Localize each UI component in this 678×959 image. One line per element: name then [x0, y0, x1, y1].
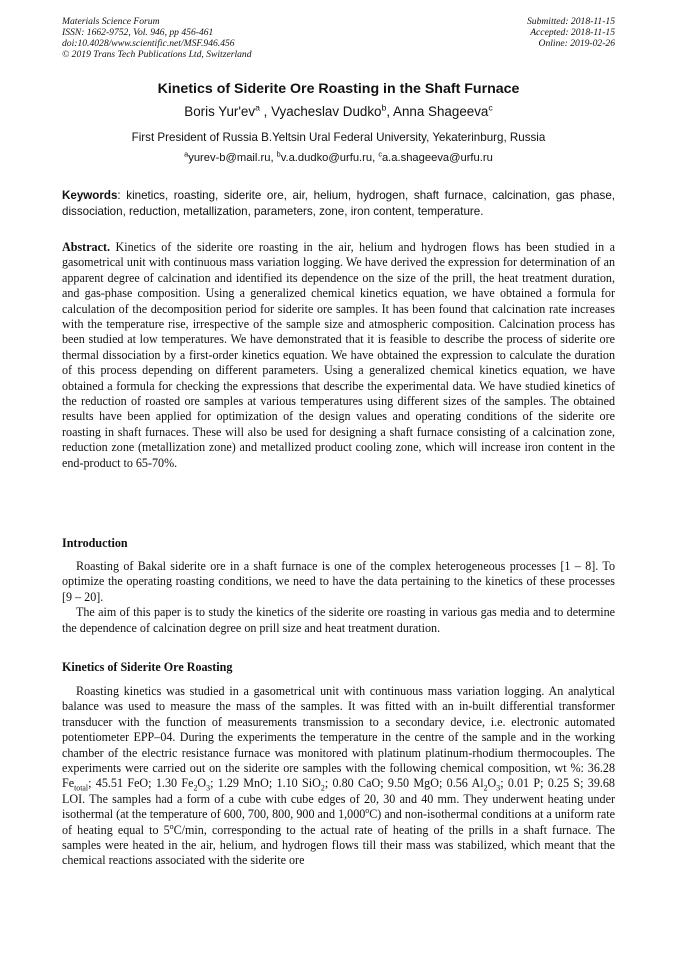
paper-title: Kinetics of Siderite Ore Roasting in the Shaft Furnace — [157, 81, 520, 97]
email-address: yurev-b@mail.ru — [188, 152, 271, 164]
email-address: a.a.shageeva@urfu.ru — [381, 152, 493, 164]
affiliation: First President of Russia B.Yeltsin Ural Federal University, Yekaterinburg, Russia — [131, 131, 546, 144]
keywords-block — [62, 188, 615, 219]
issn-line: ISSN: 1662-9752, Vol. 946, pp 456-461 — [62, 27, 214, 38]
author-mark: b — [381, 102, 387, 113]
journal-name: Materials Science Forum — [62, 16, 160, 27]
abstract-label: Abstract. — [62, 240, 111, 254]
section-heading-introduction: Introduction — [62, 536, 128, 550]
abstract-text: Kinetics of the siderite ore roasting in the air, helium and hydrogen flows has been studied in a gasometrical unit with continuous mass variation logging. We have derived the expression for determination of an apparent degree of calcination and identified its dependence on the size of the prill, the heat treatment duration, and gas-phase composition. Using a generalized chemical kinetics equation, we have obtained a formula for calculation of the decomposition period for siderite ore samples. It has been found that calcination rate increases with the temperature rise, irrespective of the sample size and atmospheric composition. Calcination process has been studied at low temperatures. We have demonstrated that it is feasible to describe the process of siderite ore thermal dissociation by a first-order kinetics equation. We have obtained the expression to calculate the duration of this process depending on different parameters. Using a generalized chemical kinetics equation, we have obtained a formula for checking the expressions that describe the experimental data. We have studied kinetics of the reduction of roasted ore samples at various temperatures using different sizes of the samples. The obtained results have been applied for optimization of the design values and operating conditions of the siderite ore roasting in shaft furnaces. These will also be used for designing a shaft furnace consisting of a calcination zone, reduction zone (metallization zone) and metallized product cooling zone, which will increase iron content in the end-product to 65-70%. — [62, 240, 615, 470]
email-list: $^a$yurev-b@mail.ru, $^b$v.a.dudko@urfu.ru, $^c$a.a.shageeva@urfu.ru — [184, 149, 493, 164]
email-address: v.a.dudko@urfu.ru — [280, 152, 373, 164]
kinetics-section — [62, 684, 615, 869]
email-mark: b — [276, 149, 281, 159]
author-name: Boris Yur'ev — [184, 104, 256, 119]
paragraph: Roasting of Bakal siderite ore in a shaft furnace is one of the complex heterogeneous processes [1 – 8]. To optimize the operating roasting conditions, we need to have the data pertaining to the kinetics of these processes [9 – 20]. — [62, 559, 615, 604]
section-heading-kinetics: Kinetics of Siderite Ore Roasting — [62, 660, 233, 674]
paragraph: Roasting kinetics was studied in a gasometrical unit with continuous mass variation logging. An analytical balance was used to measure the mass of the samples. It was fitted with an in-built differential transformer transducer with the function of measurements transmission to a secondary device, i.e. electronic automated potentiometer EPP–04. During the experiments the temperature in the centre of the sample and in the working chamber of the electric resistance furnace was monitored with platinum platinum-rhodium thermocouples. The experiments were carried out on the siderite ore samples with the following chemical composition, wt %: 36.28 $Fe_{total}$; 45.51 FeO; 1.30 $Fe_2O_3$; 1.29 MnO; 1.10 SiO$_2$; 0.80 CaO; 9.50 MgO; 0.56 $Al_2O_3$; 0.01 P; 0.25 S; 39.68 LOI. The samples had a form of a cube with cube edges of 20, 30 and 40 mm. They underwent heating under isothermal (at the temperature of 600, 700, 800, 900 and 1,000$^o$C) and non-isothermal conditions at a uniform rate of heating equal to 5$^o$C/min, corresponding to the actual rate of heating of the prills in a shaft furnace. The samples were heated in the air, helium, and hydrogen flows till their mass was stabilized, which meant that the chemical reactions associated with the siderite ore — [62, 684, 615, 868]
dates-info — [527, 16, 615, 49]
author-mark: a — [255, 102, 260, 113]
doi-line: doi:10.4028/www.scientific.net/MSF.946.456 — [62, 38, 235, 49]
online-date: Online: 2019-02-26 — [538, 38, 615, 49]
author-name: Vyacheslav Dudko — [271, 104, 382, 119]
abstract — [62, 240, 615, 471]
keywords-label: Keywords — [62, 189, 118, 202]
paragraph: The aim of this paper is to study the kinetics of the siderite ore roasting in various gas media and to determine the dependence of calcination degree on prill size and heat treatment duration. — [62, 605, 615, 635]
author-name: Anna Shageeva — [393, 104, 489, 119]
introduction-section — [62, 559, 615, 636]
author-list: Boris $Yur'ev^a$ , Vyacheslav Dudko$^b$, Anna Shageeva$^c$ — [184, 102, 493, 119]
accepted-date: Accepted: 2018-11-15 — [530, 27, 615, 38]
author-mark: c — [488, 102, 493, 113]
submitted-date: Submitted: 2018-11-15 — [526, 16, 615, 27]
email-mark: a — [184, 149, 189, 159]
copyright-line: © 2019 Trans Tech Publications Ltd, Switzerland — [62, 49, 252, 60]
email-mark: c — [378, 149, 382, 159]
keywords-text: : kinetics, roasting, siderite ore, air, helium, hydrogen, shaft furnace, calcination, gas phase, dissociation, reduction, metallization, parameters, zone, iron content, temperature. — [62, 189, 615, 218]
journal-info — [62, 16, 252, 60]
